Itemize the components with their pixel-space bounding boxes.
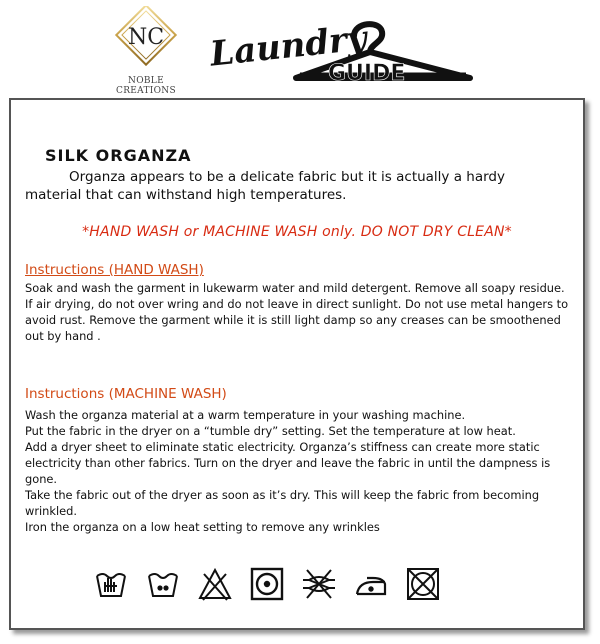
machine-wash-instructions xyxy=(25,407,581,535)
machine-wash-line: Take the fabric out of the dryer as soon as it’s dry. This will keep the fabric from becoming wrinkled. xyxy=(25,488,540,518)
fabric-title: SILK ORGANZA xyxy=(45,146,192,165)
guide-title-caps: GUIDE xyxy=(328,61,406,86)
machine-wash-line: Wash the organza material at a warm temperature in your washing machine. xyxy=(25,408,466,422)
machine-wash-line: Iron the organza on a low heat setting to remove any wrinkles xyxy=(25,520,380,534)
logo-monogram: NC xyxy=(127,25,165,50)
header xyxy=(0,0,600,96)
care-instructions-card xyxy=(9,98,585,630)
machine-wash-heading: Instructions (MACHINE WASH) xyxy=(25,386,227,402)
iron-low-heat-icon xyxy=(353,566,389,602)
machine-wash-line: Add a dryer sheet to eliminate static electricity. Organza’s stiffness can create more static electricity than other fabrics. Turn on the dryer and leave the fabric in until the dampness is gone. xyxy=(25,440,551,486)
hand-wash-line: If air drying, do not over wring and do not leave in direct sunlight. Do not use metal hangers to avoid rust. Remove the garment while it is still light damp so any creases can be smoothened out by hand . xyxy=(25,297,569,343)
do-not-dry-clean-icon xyxy=(405,566,441,602)
hand-wash-line: Soak and wash the garment in lukewarm water and mild detergent. Remove all soapy residue. xyxy=(25,281,565,295)
tumble-dry-icon xyxy=(249,566,285,602)
hand-wash-heading: Instructions (HAND WASH) xyxy=(25,262,204,278)
do-not-wring-icon xyxy=(301,566,337,602)
intro-text: Organza appears to be a delicate fabric but it is actually a hardy material that can withstand high temperatures. xyxy=(25,169,505,203)
wash-warning: *HAND WASH or MACHINE WASH only. DO NOT DRY CLEAN* xyxy=(82,224,512,240)
machine-wash-warm-icon xyxy=(145,566,181,602)
hand-wash-instructions xyxy=(25,280,581,344)
do-not-bleach-icon xyxy=(197,566,233,602)
guide-title-script: Laundry xyxy=(208,18,369,75)
laundry-guide-title xyxy=(204,8,484,88)
brand-name: NOBLE CREATIONS xyxy=(116,76,176,96)
machine-wash-line: Put the fabric in the dryer on a “tumble dry” setting. Set the temperature at low heat. xyxy=(25,424,516,438)
hand-wash-icon xyxy=(93,566,129,602)
